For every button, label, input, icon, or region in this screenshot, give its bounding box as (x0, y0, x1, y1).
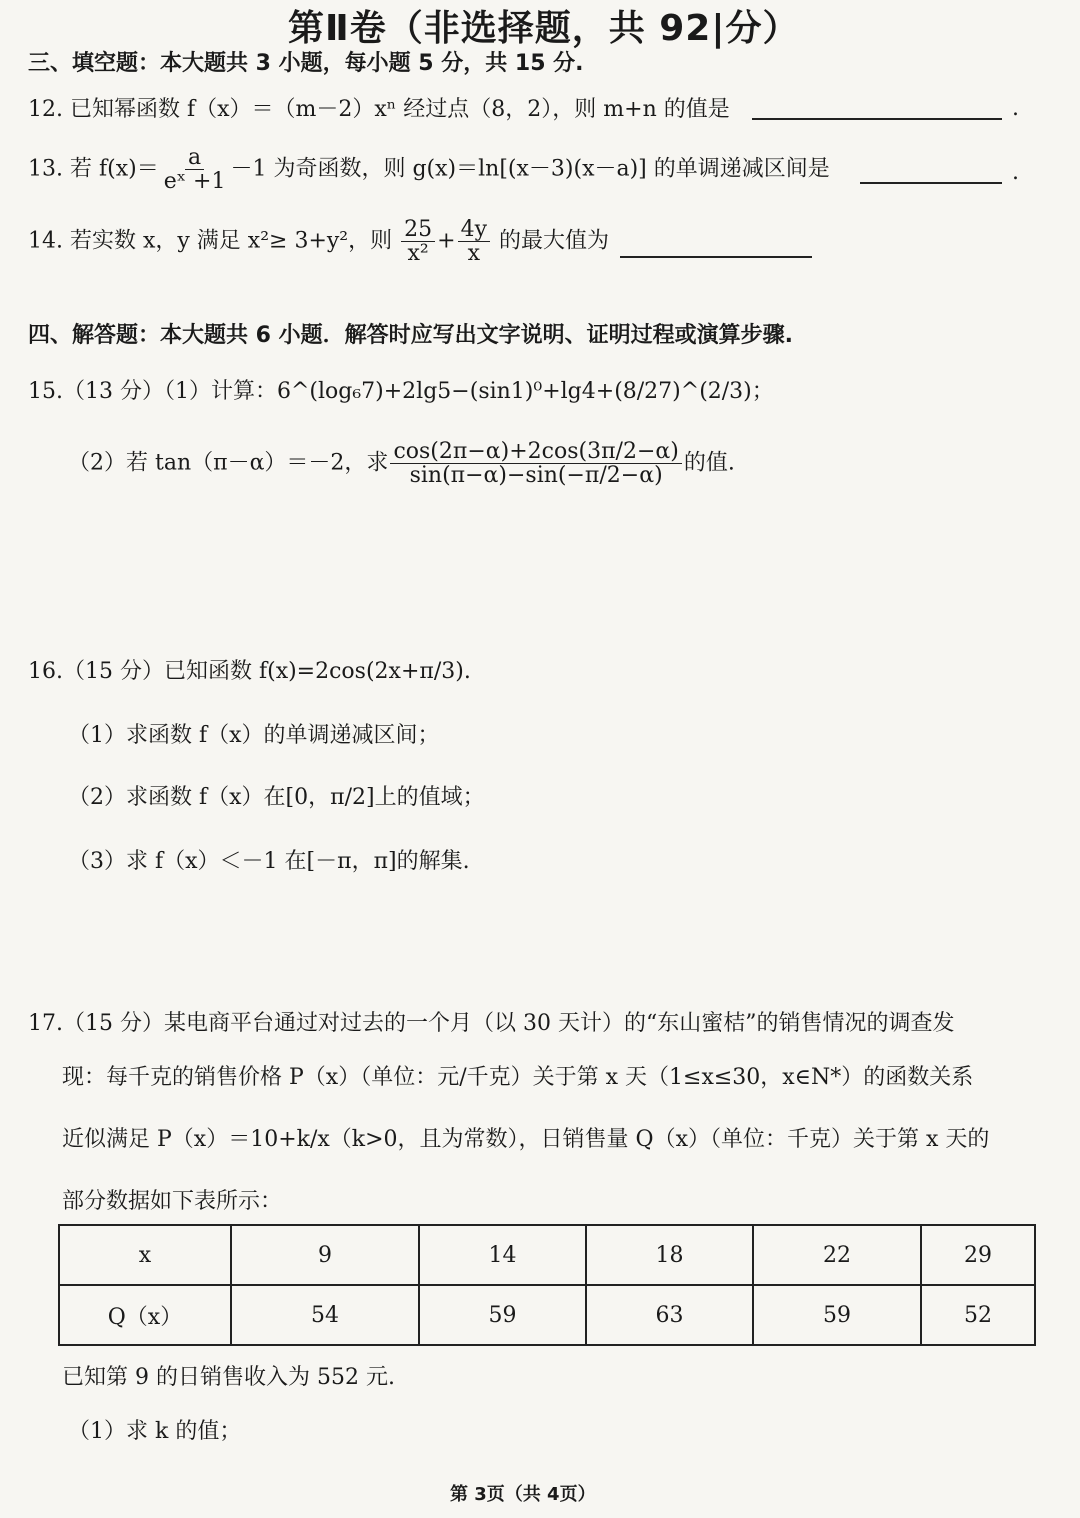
table-cell: 9 (231, 1225, 419, 1285)
q15-frac-num: cos(2π−α)+2cos(3π/2−α) (390, 440, 681, 464)
q15-part2-lead: （2）若 tan（π－α）＝－2，求 (68, 450, 389, 476)
table-cell: 29 (921, 1225, 1035, 1285)
q15-fraction (390, 440, 681, 487)
table-cell: x (59, 1225, 231, 1285)
q14-frac2-den: x (467, 241, 480, 267)
table-cell: 59 (419, 1285, 586, 1345)
q14-frac2-num: 4y (458, 218, 490, 242)
section-title: 第Ⅱ卷（非选择题，共 92|分） (288, 8, 800, 49)
table-cell: 59 (753, 1285, 921, 1345)
question-17-part1: （1）求 k 的值； (68, 1419, 242, 1444)
question-16-part2: （2）求函数 f（x）在[0，π/2]上的值域； (68, 785, 485, 810)
table-cell: 54 (231, 1285, 419, 1345)
q14-lead: 14. 若实数 x，y 满足 x²≥ 3+y²，则 (28, 228, 393, 254)
table-cell: 22 (753, 1225, 921, 1285)
section4-heading: 四、解答题：本大题共 6 小题．解答时应写出文字说明、证明过程或演算步骤. (28, 323, 793, 348)
q14-fraction-1 (401, 218, 435, 265)
sales-table (58, 1224, 1036, 1346)
question-17-after-table: 已知第 9 的日销售收入为 552 元. (62, 1365, 395, 1390)
table-row (59, 1225, 1035, 1285)
q14-fraction-2 (458, 218, 490, 265)
answer-blank-12[interactable] (752, 118, 1002, 120)
question-17-line2: 现：每千克的销售价格 P（x）（单位：元/千克）关于第 x 天（1≤x≤30，x∈N*）的函数关系 (62, 1065, 974, 1090)
question-14 (28, 218, 609, 265)
table-row (59, 1285, 1035, 1345)
q13-lead: 13. 若 f(x)＝ (28, 156, 159, 182)
question-16-stem: 16.（15 分）已知函数 f(x)=2cos(2x+π/3). (28, 659, 471, 684)
answer-blank-13[interactable] (860, 182, 1002, 184)
question-13-period: . (1012, 160, 1019, 185)
q13-frac-den: eˣ +1 (163, 169, 226, 195)
section3-heading: 三、填空题：本大题共 3 小题，每小题 5 分，共 15 分. (28, 51, 584, 76)
q13-frac-num: a (185, 146, 204, 170)
table-cell: 63 (586, 1285, 753, 1345)
question-12: 12. 已知幂函数 f（x）＝（m－2）xⁿ 经过点（8，2），则 m+n 的值是 (28, 97, 730, 122)
q13-fraction (161, 146, 229, 193)
q13-middle: －1 为奇函数，则 g(x)＝ln[(x－3)(x－a)] 的单调递减区间是 (230, 156, 830, 182)
question-15-part1: 15.（13 分）（1）计算：6^(log₆7)+2lg5−(sin1)⁰+lg4+(8/27)^(2/3)； (28, 379, 774, 404)
question-12-period: . (1012, 96, 1019, 121)
question-17-line4: 部分数据如下表所示： (62, 1189, 283, 1214)
q14-plus: + (437, 228, 456, 254)
q14-frac1-num: 25 (401, 218, 435, 242)
page-footer: 第 3页（共 4页） (450, 1484, 596, 1505)
q15-part2-tail: 的值. (683, 450, 735, 476)
table-cell: Q（x） (59, 1285, 231, 1345)
q15-frac-den: sin(π−α)−sin(−π/2−α) (409, 463, 663, 489)
table-cell: 52 (921, 1285, 1035, 1345)
q14-frac1-den: x² (407, 241, 429, 267)
question-13 (28, 146, 830, 193)
answer-blank-14[interactable] (620, 256, 812, 258)
question-16-part3: （3）求 f（x）＜－1 在[－π，π]的解集. (68, 849, 470, 874)
question-16-part1: （1）求函数 f（x）的单调递减区间； (68, 723, 440, 748)
table-cell: 14 (419, 1225, 586, 1285)
question-17-line3: 近似满足 P（x）＝10+k/x（k>0，且为常数），日销售量 Q（x）（单位：千克）关于第 x 天的 (62, 1127, 990, 1152)
q14-tail: 的最大值为 (499, 228, 610, 254)
table-cell: 18 (586, 1225, 753, 1285)
question-15-part2 (68, 440, 735, 487)
question-17-line1: 17.（15 分）某电商平台通过对过去的一个月（以 30 天计）的“东山蜜桔”的销售情况的调查发 (28, 1011, 955, 1036)
